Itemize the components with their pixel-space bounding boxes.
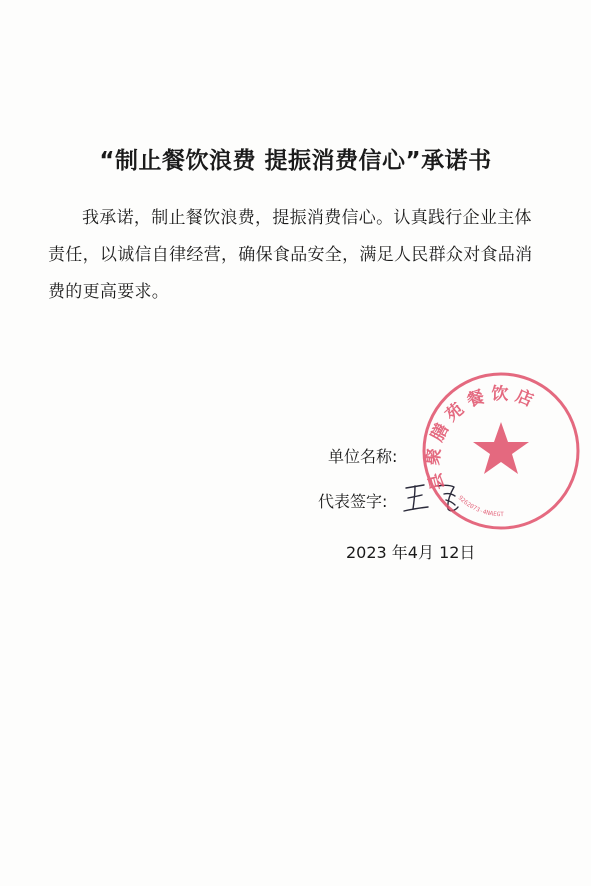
pledge-body: 我承诺，制止餐饮浪费，提振消费信心。认真践行企业主体责任，以诚信自律经营，确保食品安全，满足人民群众对食品消费的更高要求。 (48, 208, 533, 302)
document-title: “制止餐饮浪费 提振消费信心”承诺书 (99, 148, 492, 174)
svg-text:县聚膳苑餐饮店 (422, 383, 542, 492)
company-seal-icon (420, 370, 582, 532)
signing-date: 2023 年4月 12日 (346, 543, 476, 562)
svg-text:9262073-4NAEGT (457, 494, 505, 518)
unit-name-label: 单位名称: (328, 447, 398, 466)
seal-text: 县聚膳苑餐饮店 (423, 384, 542, 493)
seal-serial: 9262073-4NAEGT (456, 494, 504, 519)
representative-signature-label: 代表签字: (318, 492, 388, 511)
